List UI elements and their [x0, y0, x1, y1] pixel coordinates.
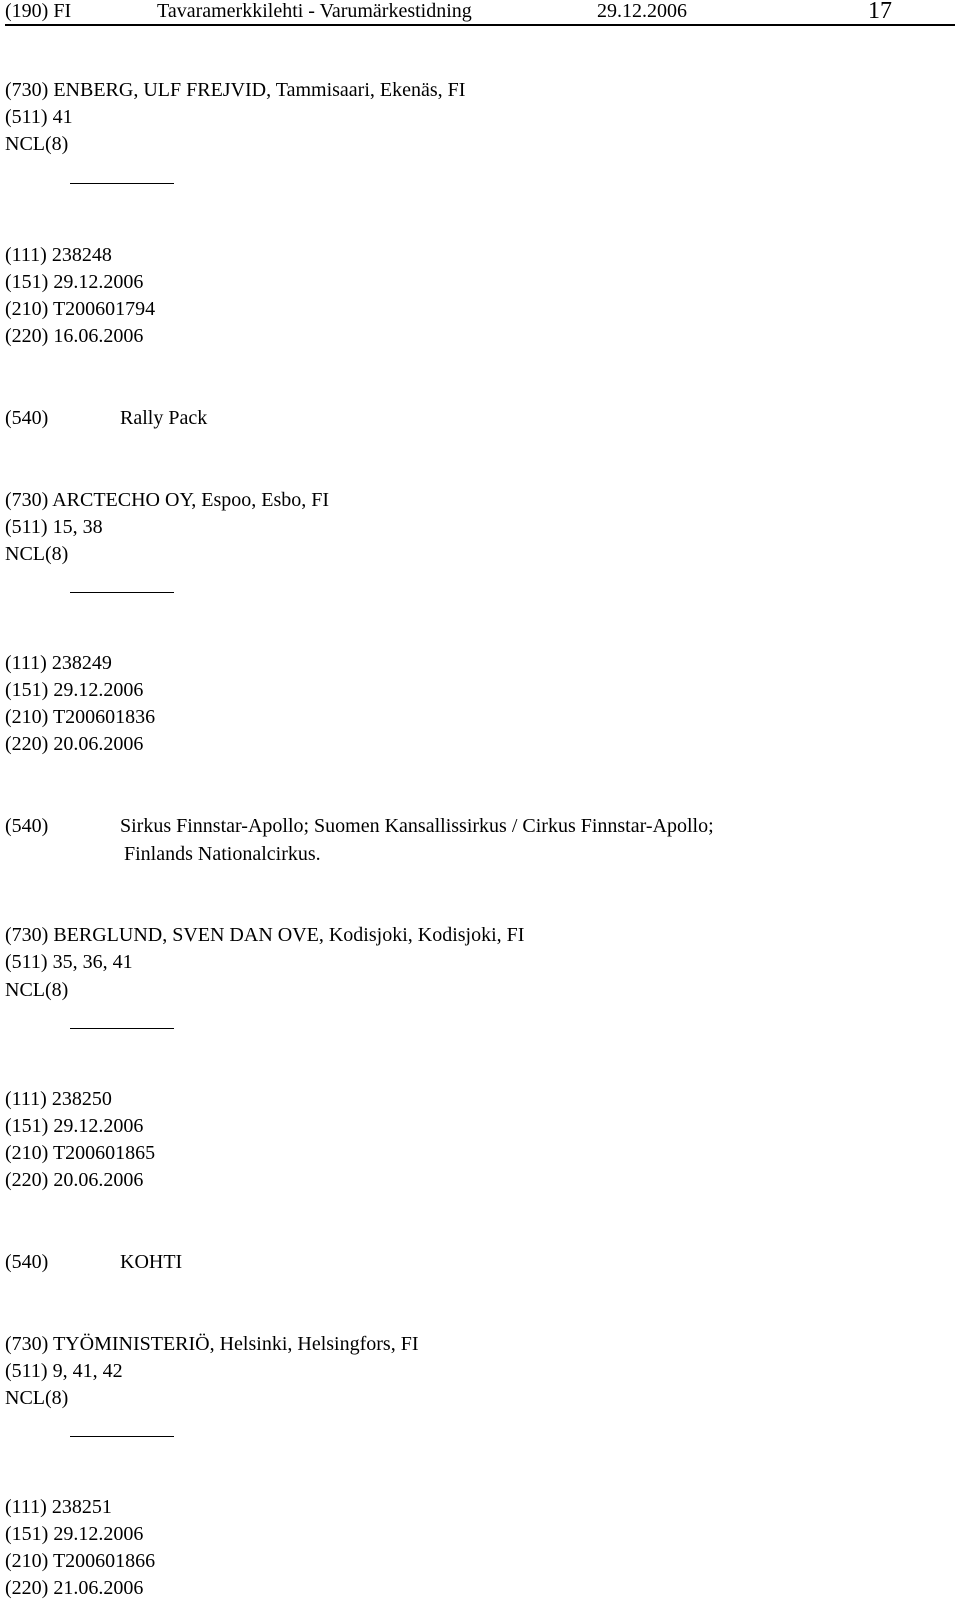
ncl-line: NCL(8) — [5, 543, 69, 565]
registration-number: (111) 238249 — [5, 652, 112, 674]
header-country-code: (190) FI — [5, 0, 72, 22]
filing-date: (220) 20.06.2006 — [5, 1169, 144, 1191]
mark-text: Rally Pack — [120, 407, 208, 429]
mark-code: (540) — [5, 1251, 49, 1273]
registration-number: (111) 238248 — [5, 244, 112, 266]
mark-code: (540) — [5, 815, 49, 837]
ncl-line: NCL(8) — [5, 133, 69, 155]
mark-text: Sirkus Finnstar-Apollo; Suomen Kansallissirkus / Cirkus Finnstar-Apollo; — [120, 815, 714, 837]
registration-number: (111) 238251 — [5, 1496, 112, 1518]
header-date: 29.12.2006 — [597, 0, 687, 22]
entry-separator — [70, 183, 174, 184]
classes-line: (511) 41 — [5, 106, 73, 128]
classes-line: (511) 15, 38 — [5, 516, 103, 538]
registration-date: (151) 29.12.2006 — [5, 1115, 144, 1137]
application-number: (210) T200601794 — [5, 298, 156, 320]
owner-line: (730) BERGLUND, SVEN DAN OVE, Kodisjoki, Kodisjoki, FI — [5, 924, 525, 946]
classes-line: (511) 9, 41, 42 — [5, 1360, 123, 1382]
registration-date: (151) 29.12.2006 — [5, 1523, 144, 1545]
page-header — [5, 0, 955, 26]
filing-date: (220) 16.06.2006 — [5, 325, 144, 347]
header-publication-title: Tavaramerkkilehti - Varumärkestidning — [157, 0, 472, 22]
classes-line: (511) 35, 36, 41 — [5, 951, 133, 973]
entry-separator — [70, 592, 174, 593]
registration-date: (151) 29.12.2006 — [5, 679, 144, 701]
filing-date: (220) 20.06.2006 — [5, 733, 144, 755]
registration-date: (151) 29.12.2006 — [5, 271, 144, 293]
registration-number: (111) 238250 — [5, 1088, 112, 1110]
owner-line: (730) TYÖMINISTERIÖ, Helsinki, Helsingfors, FI — [5, 1333, 419, 1355]
owner-line: (730) ARCTECHO OY, Espoo, Esbo, FI — [5, 489, 330, 511]
application-number: (210) T200601865 — [5, 1142, 156, 1164]
header-page-number: 17 — [868, 0, 892, 24]
entry-separator — [70, 1436, 174, 1437]
ncl-line: NCL(8) — [5, 979, 69, 1001]
application-number: (210) T200601866 — [5, 1550, 156, 1572]
mark-text-line2: Finlands Nationalcirkus. — [124, 843, 321, 865]
mark-text: KOHTI — [120, 1251, 183, 1273]
mark-code: (540) — [5, 407, 49, 429]
entry-separator — [70, 1028, 174, 1029]
filing-date: (220) 21.06.2006 — [5, 1577, 144, 1599]
application-number: (210) T200601836 — [5, 706, 156, 728]
owner-line: (730) ENBERG, ULF FREJVID, Tammisaari, Ekenäs, FI — [5, 79, 466, 101]
ncl-line: NCL(8) — [5, 1387, 69, 1409]
